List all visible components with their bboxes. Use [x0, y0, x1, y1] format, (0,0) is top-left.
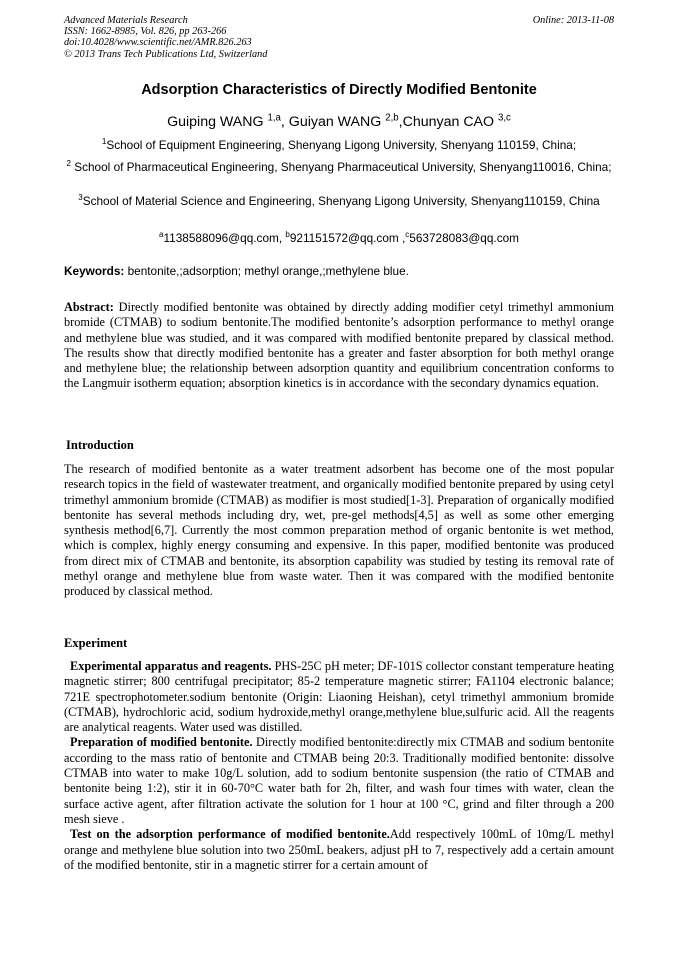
experiment-p2-label: Preparation of modified bentonite.	[70, 735, 253, 750]
affiliation-3-sup: 3	[78, 193, 83, 203]
copyright-line: © 2013 Trans Tech Publications Ltd, Switzerland	[64, 48, 268, 60]
author-3: ,Chunyan CAO	[398, 114, 499, 130]
affiliation-2-text: School of Pharmaceutical Engineering, Shenyang Pharmaceutical University, Shenyang110016, China;	[70, 160, 612, 174]
email-a-sup: a	[158, 230, 164, 240]
experiment-body	[64, 659, 614, 873]
doi-line: doi:10.4028/www.scientific.net/AMR.826.263	[64, 37, 252, 49]
email-b-sup: b	[285, 230, 290, 240]
introduction-text: The research of modified bentonite as a water treatment adsorbent has become one of the most popular research topics in the field of wastewater treatment, and organically modified bentonite prepared by using cetyl trimethyl ammonium bromide (CTMAB) as modifier is most studied[1-3]. Preparation of organically modified bentonite has several methods including dry, wet, pre-gel methods[4,5] as well as some other emerging synthesis method[6,7]. Currently the most common preparation method of organic bentonite is wet method, which is complex, highly energy consuming and expensive. In this paper, modified bentonite was produced from direct mix of CTMAB and bentonite, its absorption capability was studied by testing its removal rate of methyl orange and methylene blue from waste water. Then it was compared with the modified bentonite produced by classical method.	[64, 462, 614, 599]
online-date: Online: 2013-11-08	[532, 15, 614, 26]
author-2-sup: 2,b	[385, 112, 399, 124]
keywords-label: Keywords:	[64, 264, 125, 278]
email-a[interactable]: 1138588096@qq.com,	[163, 231, 286, 245]
experiment-p3-label: Test on the adsorption performance of modified bentonite.	[70, 827, 390, 842]
affiliation-1-text: School of Equipment Engineering, Shenyang Ligong University, Shenyang 110159, China;	[106, 138, 577, 152]
author-2: , Guiyan WANG	[280, 114, 386, 130]
affiliation-1	[64, 137, 614, 153]
keywords-text: bentonite,;adsorption; methyl orange,;methylene blue.	[124, 264, 409, 278]
paper-title: Adsorption Characteristics of Directly Modified Bentonite	[141, 82, 537, 98]
keywords	[64, 264, 614, 278]
email-c[interactable]: 563728083@qq.com	[409, 231, 519, 245]
author-list	[0, 114, 678, 130]
experiment-p1-text: PHS-25C pH meter; DF-101S collector constant temperature heating magnetic stirrer; 800 centrifugal precipitator; 85-2 temperature magnetic stirrer; FA1104 electronic balance; 721E spectrophotometer.sodium bentonite (Origin: Liaoning Heishan), cetyl trimethyl ammonium bromide (CTMAB), hydrochloric acid, sodium hydroxide,methyl orange,methylene blue,sulfuric acid. All the reagents are analytical reagents. Water used was distilled.	[64, 659, 614, 735]
abstract-text: Directly modified bentonite was obtained by directly adding modifier cetyl trimethyl ammonium bromide (CTMAB) to sodium bentonite.The modified bentonite’s adsorption performance to methyl orange and methylene blue was studied, and it was compared with modified bentonite prepared by classical method. The results show that directly modified bentonite has a greater and faster absorption for both methyl orange and methylene blue; the relationship between adsorption quantity and equilibrium concentration conforms to the Langmuir isotherm equation; absorption kinetics is in accordance with the secondary dynamics equation.	[64, 300, 614, 391]
experiment-p1-label: Experimental apparatus and reagents.	[70, 659, 272, 673]
author-emails	[64, 230, 614, 246]
affiliation-2-sup: 2	[66, 159, 71, 169]
abstract-label: Abstract:	[64, 300, 114, 314]
affiliation-1-sup: 1	[101, 137, 107, 147]
journal-header	[64, 15, 267, 60]
email-c-sup: c	[405, 230, 410, 240]
issn-line: ISSN: 1662-8985, Vol. 826, pp 263-266	[64, 26, 227, 38]
experiment-paragraph-3	[64, 827, 614, 873]
affiliation-2	[64, 159, 614, 175]
introduction-heading: Introduction	[66, 438, 134, 452]
journal-name: Advanced Materials Research	[64, 15, 188, 26]
abstract	[64, 300, 614, 392]
affiliation-3-text: School of Material Science and Engineering, Shenyang Ligong University, Shenyang110159, China	[82, 194, 600, 208]
author-1: Guiping WANG	[167, 114, 268, 130]
experiment-paragraph-1	[64, 659, 614, 735]
author-1-sup: 1,a	[267, 112, 281, 124]
email-b[interactable]: 921151572@qq.com ,	[289, 231, 406, 245]
experiment-heading: Experiment	[64, 636, 128, 650]
author-3-sup: 3,c	[498, 112, 511, 124]
experiment-p3-text: Add respectively 100mL of 10mg/L methyl orange and methylene blue solution into two 250mL beakers, adjust pH to 7, respectively add a certain amount of the modified bentonite, stir in a magnetic stirrer for a certain amount of	[64, 827, 614, 872]
experiment-p2-text: Directly modified bentonite:directly mix CTMAB and sodium bentonite according to the mass ratio of bentonite and CTMAB being 20:3. Traditionally modified bentonite: dissolve CTMAB into water to make 10g/L solution, add to sodium bentonite suspension (the ratio of CTMAB and bentonite being 1:2), stir it in 60-70°C water bath for 2h, filter, and wash four times with water, clean the surface active agent, after filtration activate the solution for 1 hour at 100 °C, grind and filter through a 200 mesh sieve .	[64, 735, 614, 826]
affiliation-3	[64, 193, 614, 209]
experiment-paragraph-2	[64, 735, 614, 827]
